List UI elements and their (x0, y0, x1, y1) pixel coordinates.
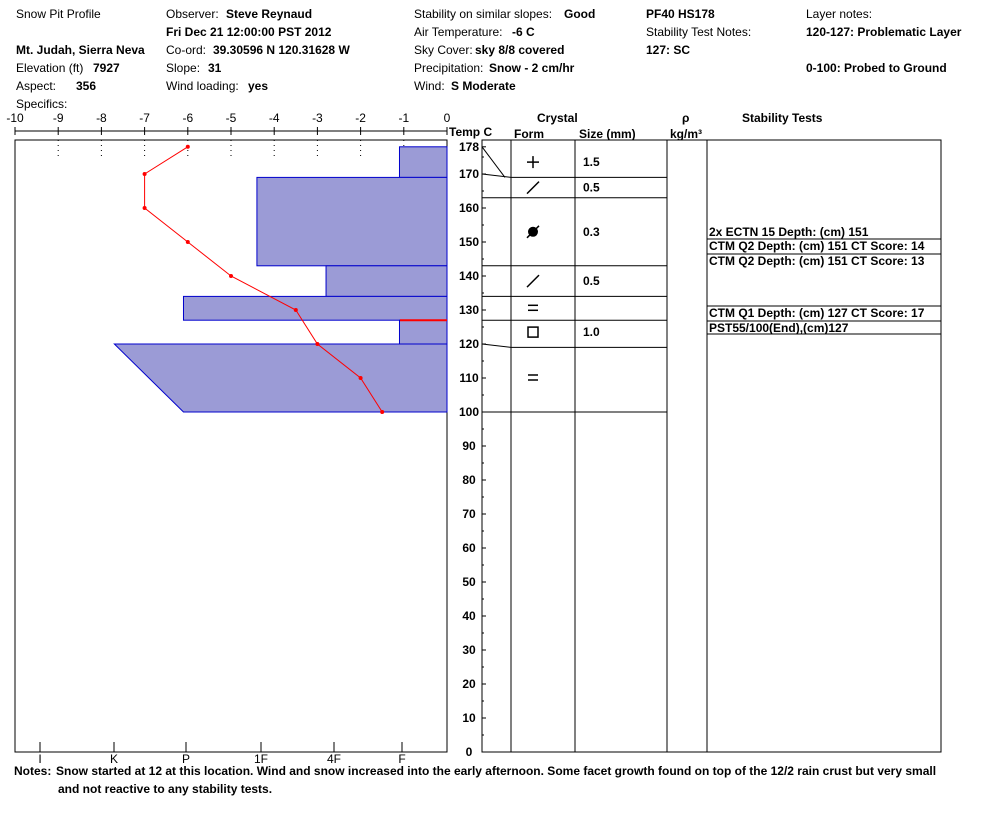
temp-tick-label: 0 (443, 111, 451, 125)
height-tick-label: 100 (458, 405, 480, 419)
sky-value: sky 8/8 covered (475, 43, 565, 57)
temp-tick-label: -10 (6, 111, 24, 125)
sky-label: Sky Cover: (414, 43, 473, 57)
crystal-form-square-icon (528, 327, 538, 337)
observer-value: Steve Reynaud (226, 7, 313, 21)
temperature-point (315, 342, 319, 346)
notes-line-1: Snow started at 12 at this location. Wind and snow increased into the early afternoon. Some facet growth found on top of the 12/2 rain crust but very small (56, 764, 937, 778)
wind-loading-label: Wind loading: (166, 79, 239, 93)
page-title: Snow Pit Profile (16, 7, 101, 21)
height-tick-label: 50 (462, 575, 476, 589)
layer-note: 120-127: Problematic Layer (806, 25, 962, 39)
height-tick-label: 140 (458, 269, 480, 283)
slope-value: 31 (208, 61, 222, 75)
stability-tests-header: Stability Tests (742, 111, 823, 125)
height-tick-label: 10 (462, 711, 476, 725)
layer-note: 0-100: Probed to Ground (806, 61, 947, 75)
datetime: Fri Dec 21 12:00:00 PST 2012 (166, 25, 332, 39)
temp-tick-label: -9 (52, 111, 64, 125)
hardness-tick-label: I (38, 752, 42, 766)
hardness-tick-label: F (398, 752, 406, 766)
notes-label: Notes: (14, 764, 52, 778)
height-tick-label: 30 (462, 643, 476, 657)
stability-value: Good (564, 7, 596, 21)
hardness-tick-label: K (109, 752, 119, 766)
temp-tick-label: -1 (398, 111, 410, 125)
height-tick-label: 150 (458, 235, 480, 249)
temp-tick-label: -8 (96, 111, 107, 125)
stability-test-label: PST55/100(End),(cm)127 (709, 321, 849, 335)
hardness-layer (114, 344, 447, 412)
temperature-point (186, 145, 190, 149)
elevation-value: 7927 (93, 61, 120, 75)
specifics-label: Specifics: (16, 97, 68, 111)
temperature-point (229, 274, 233, 278)
slope-label: Slope: (166, 61, 201, 75)
crystal-size-label: 1.0 (583, 325, 600, 340)
crystal-form-slash-icon (527, 182, 539, 194)
crystal-column-header: Crystal (537, 111, 578, 125)
temp-tick-label: -7 (139, 111, 150, 125)
temperature-point (186, 240, 190, 244)
air-temp-value: -6 C (512, 25, 535, 39)
coord-label: Co-ord: (166, 43, 207, 57)
crystal-size-label: 0.5 (583, 274, 600, 289)
crystal-form-slash-icon (527, 275, 539, 287)
height-tick-label: 90 (462, 439, 476, 453)
temp-tick-label: -2 (355, 111, 366, 125)
observer-label: Observer: (166, 7, 219, 21)
pf-hs: PF40 HS178 (646, 7, 715, 21)
location: Mt. Judah, Sierra Neva (16, 43, 145, 57)
temp-tick-label: -6 (182, 111, 194, 125)
layer-connector (482, 147, 505, 178)
hardness-tick-label: 4F (326, 752, 342, 766)
density-unit: kg/m³ (670, 127, 703, 141)
aspect-label: Aspect: (16, 79, 57, 93)
hardness-tick-label: 1F (253, 752, 269, 766)
height-tick-label: 80 (462, 473, 476, 487)
stability-label: Stability on similar slopes: (414, 7, 553, 21)
height-tick-label: 60 (462, 541, 476, 555)
temperature-point (359, 376, 363, 380)
hardness-layer (326, 266, 447, 297)
stability-test-label: CTM Q2 Depth: (cm) 151 CT Score: 14 (709, 239, 925, 253)
hardness-layer (183, 296, 447, 320)
layer-notes-label: Layer notes: (806, 7, 873, 21)
elevation-label: Elevation (ft) (16, 61, 84, 75)
stability-test-label: CTM Q1 Depth: (cm) 127 CT Score: 17 (709, 306, 925, 320)
height-tick-label: 110 (459, 371, 479, 385)
wind-loading-value: yes (248, 79, 269, 93)
precip-value: Snow - 2 cm/hr (489, 61, 575, 75)
height-tick-label: 120 (458, 337, 480, 351)
precip-label: Precipitation: (414, 61, 484, 75)
crystal-size-label: 0.3 (583, 224, 600, 239)
stability-test-label: 2x ECTN 15 Depth: (cm) 151 (709, 225, 869, 239)
height-tick-label: 40 (462, 609, 476, 623)
hardness-tick-label: P (181, 752, 191, 766)
crystal-size-label: 1.5 (583, 155, 600, 170)
hardness-layer (399, 147, 447, 178)
stability-notes-value: 127: SC (646, 43, 691, 57)
height-tick-label: 0 (465, 745, 473, 759)
height-tick-label: 170 (458, 167, 480, 181)
air-temp-label: Air Temperature: (414, 25, 503, 39)
layer-connector (482, 344, 511, 347)
layer-connector (482, 174, 511, 177)
temp-tick-label: -5 (225, 111, 237, 125)
temp-tick-label: -4 (268, 111, 280, 125)
temperature-point (294, 308, 298, 312)
height-tick-label: 20 (462, 677, 476, 691)
height-tick-label: 160 (458, 201, 480, 215)
temperature-point (143, 206, 147, 210)
height-tick-label: 130 (458, 303, 480, 317)
temperature-point (143, 172, 147, 176)
density-column-header: ρ (682, 111, 690, 125)
aspect-value: 356 (76, 79, 97, 93)
crystal-size-label: 0.5 (583, 180, 600, 195)
temp-tick-label: -3 (312, 111, 323, 125)
coord-value: 39.30596 N 120.31628 W (213, 43, 350, 57)
wind-label: Wind: (414, 79, 445, 93)
form-column-header: Form (514, 127, 544, 141)
wind-value: S Moderate (451, 79, 516, 93)
stability-test-label: CTM Q2 Depth: (cm) 151 CT Score: 13 (709, 254, 925, 268)
hardness-layer (257, 177, 447, 265)
temp-column-header: Temp C (449, 125, 493, 139)
hardness-layer (399, 320, 447, 344)
size-column-header: Size (mm) (579, 127, 636, 141)
stability-notes-label: Stability Test Notes: (646, 25, 752, 39)
height-tick-label: 178 (458, 139, 480, 154)
temperature-point (380, 410, 384, 414)
notes-line-2: and not reactive to any stability tests. (58, 782, 273, 796)
height-tick-label: 70 (462, 507, 476, 521)
